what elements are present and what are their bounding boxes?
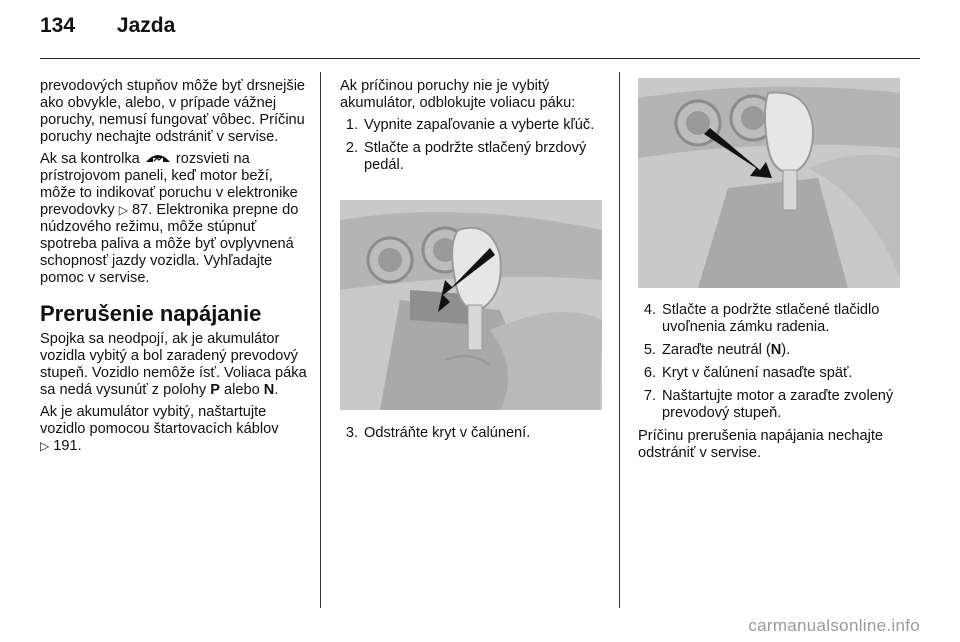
column-3 [638, 302, 913, 467]
section-heading: Prerušenie napájanie [40, 301, 262, 326]
header-rule [40, 58, 920, 59]
gear-n: N [770, 342, 782, 358]
step-number: 6. [643, 365, 656, 381]
paragraph-3 [40, 331, 310, 399]
figure-shift-lock-button [638, 78, 900, 288]
paragraph-4 [40, 404, 310, 455]
step-text: Stlačte a podržte stlačené tlačidlo uvoľnenia zámku radenia. [662, 302, 880, 335]
step-text: Odstráňte kryt v čalúnení. [364, 425, 531, 441]
gear-n: N [263, 382, 275, 398]
steps-list-1 [340, 117, 608, 174]
column-2-lower [340, 425, 608, 448]
paragraph-1: prevodových stupňov môže byť drsnejšie ako obvykle, alebo, v prípade vážnej poruchy, nemusí fungovať vôbec. Príčinu poruchy nechajte odstrániť v servise. [40, 78, 306, 145]
step-text: Vypnite zapaľovanie a vyberte kľúč. [364, 117, 595, 133]
paragraph-2-text-a: Ak sa kontrolka [40, 151, 140, 167]
steps-list-2 [340, 425, 608, 442]
paragraph-2-text-b: rozsvieti na prístrojovom paneli, keď motor beží, môže to indikovať poruchu v elektronike prevodovky [40, 151, 298, 218]
steps-list-3 [638, 302, 913, 422]
step-number: 1. [345, 117, 358, 133]
list-item [638, 302, 913, 336]
list-item [638, 365, 913, 382]
transmission-warning-icon [144, 152, 172, 164]
paragraph-2-text-c: . Elektronika prepne do núdzového režimu, môže stúpnuť spotreba paliva a môže byť ovplyvnená schopnosť jazdy vozidla. Vyhľadajte pomoc v servise. [40, 202, 299, 286]
paragraph-3-text-a: Spojka sa neodpojí, ak je akumulátor vozidla vybitý a bol zaradený prevodový stupeň. Vozidlo nemôže ísť. Voliaca páka sa nedá vysunúť z polohy [40, 331, 307, 398]
paragraph-4-text: Ak je akumulátor vybitý, naštartujte vozidlo pomocou štartovacích káblov [40, 404, 279, 437]
paragraph-2 [40, 151, 310, 287]
step-number: 5. [643, 342, 656, 358]
step-text [662, 342, 790, 359]
list-item [638, 388, 913, 422]
gear-p: P [210, 382, 220, 398]
page-header [40, 14, 175, 38]
gear-lever-illustration [340, 200, 602, 410]
step-text: Stlačte a podržte stlačený brzdový pedál. [364, 140, 587, 173]
step-number: 2. [345, 140, 358, 156]
list-item [340, 117, 608, 134]
page-ref-87[interactable]: 87 [132, 202, 149, 218]
column-divider-1 [320, 72, 321, 608]
list-item [638, 342, 913, 359]
watermark: carmanualsonline.info [748, 616, 920, 635]
list-item [340, 425, 608, 442]
page-number: 134 [40, 14, 76, 37]
step-text-b: ). [781, 342, 791, 358]
page-ref-191[interactable]: 191. [53, 438, 82, 454]
step-number: 4. [643, 302, 656, 318]
section-title: Jazda [116, 14, 176, 37]
paragraph-3-text-mid: alebo [223, 382, 260, 398]
figure-trim-cover [340, 200, 602, 410]
intro-paragraph: Ak príčinou poruchy nie je vybitý akumulátor, odblokujte voliacu páku: [340, 78, 576, 111]
page-ref-arrow-icon: ▷ [40, 439, 50, 453]
step-number: 3. [345, 425, 358, 441]
column-divider-2 [619, 72, 620, 608]
shift-lock-illustration [638, 78, 900, 288]
column-2 [340, 78, 608, 180]
step-text: Kryt v čalúnení nasaďte späť. [662, 365, 853, 381]
step-text-a: Zaraďte neutrál ( [662, 342, 771, 358]
paragraph-3-end: . [274, 382, 279, 398]
step-text: Naštartujte motor a zaraďte zvolený prevodový stupeň. [662, 388, 894, 421]
column-1 [40, 78, 310, 460]
closing-paragraph: Príčinu prerušenia napájania nechajte odstrániť v servise. [638, 428, 884, 461]
list-item [340, 140, 608, 174]
page-ref-arrow-icon: ▷ [118, 203, 128, 217]
step-number: 7. [643, 388, 656, 404]
